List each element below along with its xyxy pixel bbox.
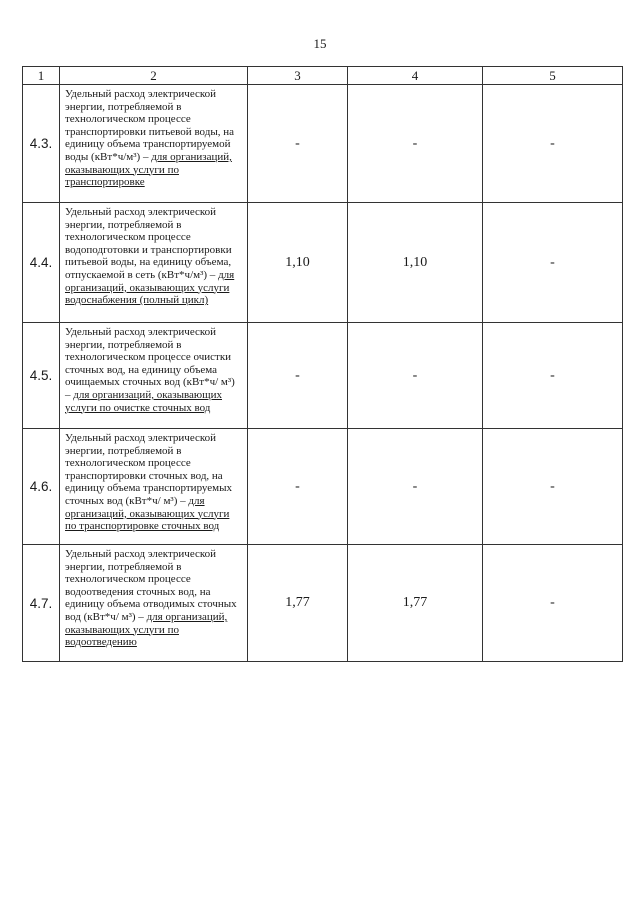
value-col5: - <box>483 203 623 323</box>
value-col5: - <box>483 85 623 203</box>
header-row <box>23 67 623 85</box>
description-underlined: для организаций, оказывающих услуги по транспортировке сточных вод <box>65 494 230 533</box>
value-col4: - <box>348 85 483 203</box>
value-col3: 1,77 <box>248 545 348 662</box>
header-cell-2: 2 <box>60 67 248 85</box>
description-underlined: для организаций, оказывающих услуги по очистке сточных вод <box>65 388 223 414</box>
value-col4: - <box>348 323 483 429</box>
row-description <box>60 429 248 545</box>
page-number: 15 <box>313 36 327 51</box>
row-description <box>60 545 248 662</box>
row-number: 4.4. <box>23 203 60 323</box>
header-cell-5: 5 <box>483 67 623 85</box>
table-row <box>23 323 623 429</box>
value-col3: - <box>248 323 348 429</box>
description-text: Удельный расход электрической энергии, потребляемой в технологическом процессе водоподготовки и транспортировки питьевой воды, на единицу объема, отпускаемой в сеть (кВт*ч/м³) – <box>65 206 232 281</box>
description-underlined: для организаций, оказывающих услуги по водоотведению <box>65 610 228 649</box>
value-col5: - <box>483 429 623 545</box>
description-underlined: для организаций, оказывающих услуги по транспортировке <box>65 150 232 189</box>
row-number: 4.6. <box>23 429 60 545</box>
header-cell-4: 4 <box>348 67 483 85</box>
value-col3: 1,10 <box>248 203 348 323</box>
row-description <box>60 203 248 323</box>
value-col4: 1,77 <box>348 545 483 662</box>
description-text: Удельный расход электрической энергии, потребляемой в технологическом процессе транспортировки сточных вод, на единицу объема транспортируемых сточных вод (кВт*ч/ м³) – <box>65 432 233 507</box>
value-col3: - <box>248 85 348 203</box>
header-cell-1: 1 <box>23 67 60 85</box>
value-col5: - <box>483 545 623 662</box>
table-row <box>23 85 623 203</box>
description-underlined: для организаций, оказывающих услуги водоснабжения (полный цикл) <box>65 268 235 307</box>
row-description <box>60 323 248 429</box>
table-row <box>23 545 623 662</box>
indicators-table <box>22 66 623 662</box>
table-row <box>23 429 623 545</box>
description-text: Удельный расход электрической энергии, потребляемой в технологическом процессе очистки сточных вод, на единицу объема очищаемых сточных вод (кВт*ч/ м³) – <box>65 326 235 401</box>
description-text: Удельный расход электрической энергии, потребляемой в технологическом процессе водоотведения сточных вод, на единицу объема отводимых сточных вод (кВт*ч/ м³) – <box>65 548 237 623</box>
value-col4: - <box>348 429 483 545</box>
row-description <box>60 85 248 203</box>
row-number: 4.7. <box>23 545 60 662</box>
value-col5: - <box>483 323 623 429</box>
table-row <box>23 203 623 323</box>
value-col3: - <box>248 429 348 545</box>
row-number: 4.3. <box>23 85 60 203</box>
value-col4: 1,10 <box>348 203 483 323</box>
description-text: Удельный расход электрической энергии, потребляемой в технологическом процессе транспортировки питьевой воды, на единицу объема транспортируемой воды (кВт*ч/м³) – <box>65 88 234 163</box>
row-number: 4.5. <box>23 323 60 429</box>
header-cell-3: 3 <box>248 67 348 85</box>
